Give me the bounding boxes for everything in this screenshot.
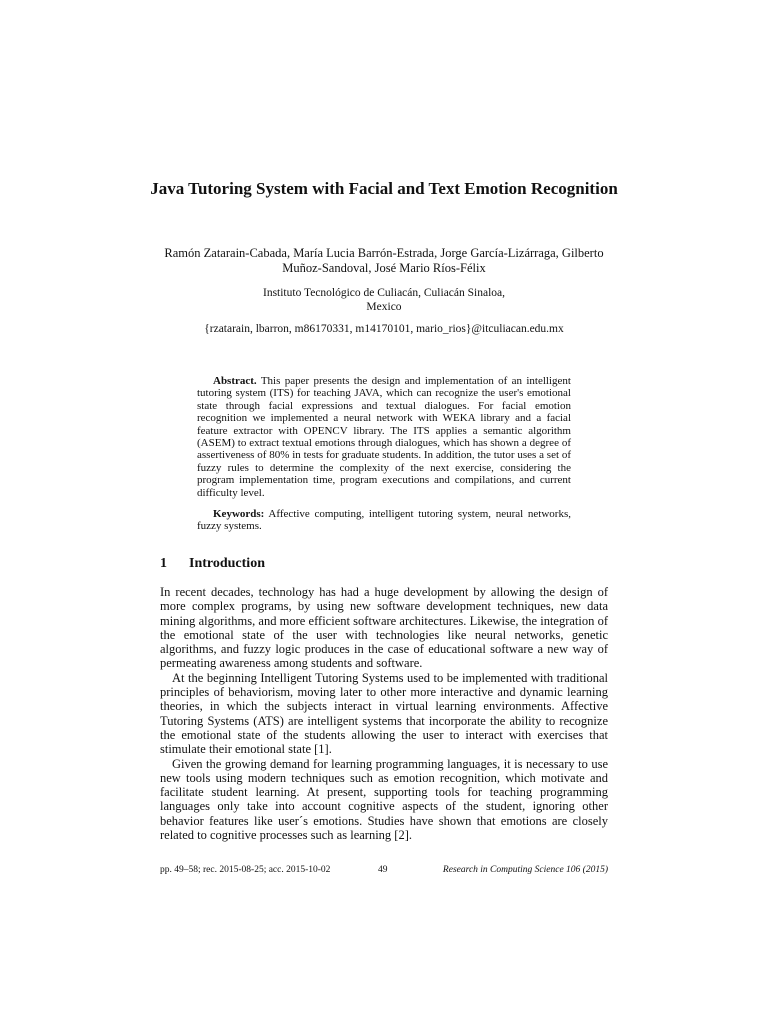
footer-pages-dates: pp. 49–58; rec. 2015-08-25; acc. 2015-10-02	[160, 865, 331, 875]
affiliation-institution: Instituto Tecnológico de Culiacán, Culiacán Sinaloa,	[262, 287, 506, 299]
body-paragraph: Given the growing demand for learning programming languages, it is necessary to use new tools using modern techniques such as emotion recognition, which motivate and facilitate student learning. At present, supporting tools for teaching programming languages only take into account cognitive aspects of the student, ignoring other behavior features like user´s emotions. Studies have shown that emotions are closely related to cognitive processes such as learning [2].	[160, 756, 608, 843]
abstract-text: This paper presents the design and implementation of an intelligent tutoring system (ITS) for teaching JAVA, which can recognize the user's emotional state through facial expressions and textual dialogues. For facial emotion recognition we implemented a neural network with WEKA library and a facial feature extractor with OPENCV library. The ITS applies a semantic algorithm (ASEM) to extract textual emotions through dialogues, which has shown a degree of assertiveness of 80% in tests for graduate students. In addition, the tutor uses a set of fuzzy rules to determine the complexity of the next exercise, considering the program implementation time, program executions and compilations, and current difficulty level.	[197, 375, 571, 499]
section-title: Introduction	[189, 556, 265, 571]
abstract-label: Abstract.	[213, 375, 257, 387]
section-heading	[160, 555, 265, 572]
author-emails: {rzatarain, lbarron, m86170331, m14170101, mario_rios}@itculiacan.edu.mx	[204, 323, 564, 335]
keywords-text: Affective computing, intelligent tutoring system, neural networks, fuzzy systems.	[197, 508, 571, 533]
section-number: 1	[160, 556, 167, 571]
paper-title: Java Tutoring System with Facial and Text Emotion Recognition	[150, 179, 618, 198]
footer-journal: Research in Computing Science 106 (2015)	[442, 865, 608, 875]
footer-page-number: 49	[378, 865, 388, 875]
body-paragraph: At the beginning Intelligent Tutoring Systems used to be implemented with traditional principles of behaviorism, moving later to other more interactive and dynamic learning theories, in which the subjects interact in virtual learning environments. Affective Tutoring Systems (ATS) are intelligent systems that incorporate the ability to recognize the emotional state of the students allowing the user to interact with exercises that stimulate their emotional state [1].	[160, 670, 608, 757]
body-paragraph: In recent decades, technology has had a huge development by allowing the design of more complex programs, by using new software development techniques, new data mining algorithms, and more efficient software architectures. Likewise, the integration of the emotional state of the user with technologies like neural networks, genetic algorithms, and fuzzy logic produces in the case of educational software a new way of permeating awareness among students and software.	[160, 585, 608, 671]
author-list: Ramón Zatarain-Cabada, María Lucia Barrón-Estrada, Jorge García-Lizárraga, Gilberto Muñoz-Sandoval, José Mario Ríos-Félix	[164, 246, 604, 275]
affiliation	[150, 286, 618, 314]
abstract	[197, 375, 571, 499]
keywords-label: Keywords:	[213, 508, 265, 520]
affiliation-country: Mexico	[366, 301, 402, 313]
section-body	[160, 585, 608, 842]
keywords	[197, 508, 571, 533]
